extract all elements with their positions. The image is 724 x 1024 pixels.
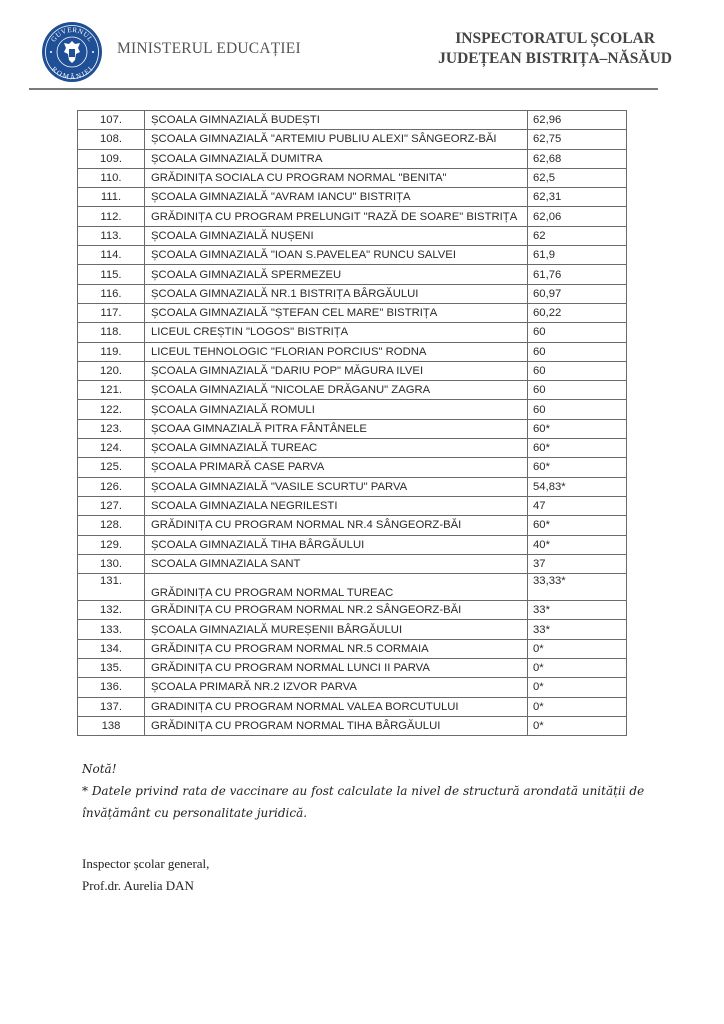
- school-name: SCOALA GIMNAZIALA SANT: [145, 554, 528, 573]
- vaccination-rate: 60: [528, 381, 627, 400]
- school-name: GRĂDINIȚA CU PROGRAM NORMAL TIHA BÂRGĂULUI: [145, 716, 528, 735]
- school-name: LICEUL TEHNOLOGIC "FLORIAN PORCIUS" RODNA: [145, 342, 528, 361]
- table-row: [78, 188, 627, 207]
- school-name: GRĂDINIȚA CU PROGRAM NORMAL TUREAC: [145, 574, 528, 601]
- row-number: 119.: [78, 342, 145, 361]
- vaccination-rate: 0*: [528, 659, 627, 678]
- school-name: ȘCOALA GIMNAZIALĂ "ARTEMIU PUBLIU ALEXI" SÂNGEORZ-BĂI: [145, 130, 528, 149]
- letterhead: [0, 0, 724, 92]
- row-number: 108.: [78, 130, 145, 149]
- vaccination-rate: 0*: [528, 678, 627, 697]
- row-number: 130.: [78, 554, 145, 573]
- row-number: 112.: [78, 207, 145, 226]
- school-name: ȘCOALA GIMNAZIALĂ "ȘTEFAN CEL MARE" BISTRIȚA: [145, 303, 528, 322]
- vaccination-rate: 62,75: [528, 130, 627, 149]
- table-row: [78, 361, 627, 380]
- note-line-2: învățământ cu personalitate juridică.: [82, 806, 308, 820]
- school-name: ȘCOALA GIMNAZIALĂ "DARIU POP" MĂGURA ILVEI: [145, 361, 528, 380]
- row-number: 117.: [78, 303, 145, 322]
- school-name: ȘCOALA GIMNAZIALĂ TIHA BÂRGĂULUI: [145, 535, 528, 554]
- school-name: ȘCOALA GIMNAZIALĂ BUDEȘTI: [145, 111, 528, 130]
- school-name: ȘCOALA GIMNAZIALĂ "NICOLAE DRĂGANU" ZAGRA: [145, 381, 528, 400]
- table-row: [78, 284, 627, 303]
- ministry-name: MINISTERUL EDUCAȚIEI: [117, 40, 301, 57]
- school-name: ȘCOALA GIMNAZIALĂ TUREAC: [145, 439, 528, 458]
- vaccination-rate: 0*: [528, 697, 627, 716]
- table-row: [78, 265, 627, 284]
- row-number: 107.: [78, 111, 145, 130]
- row-number: 137.: [78, 697, 145, 716]
- school-name: ȘCOALA GIMNAZIALĂ NR.1 BISTRIȚA BÂRGĂULUI: [145, 284, 528, 303]
- vaccination-rate: 0*: [528, 639, 627, 658]
- table-row: [78, 130, 627, 149]
- vaccination-rate-table: [77, 110, 627, 736]
- svg-text:GUVERNUL: GUVERNUL: [49, 25, 95, 44]
- note-line-1: * Datele privind rata de vaccinare au fost calculate la nivel de structură arondată unității de: [82, 784, 645, 798]
- table-row: [78, 716, 627, 735]
- table-row: [78, 535, 627, 554]
- vaccination-rate: 37: [528, 554, 627, 573]
- table-row: [78, 601, 627, 620]
- row-number: 118.: [78, 323, 145, 342]
- table-row: [78, 168, 627, 187]
- vaccination-rate: 60: [528, 323, 627, 342]
- school-name: ȘCOAA GIMNAZIALĂ PITRA FÂNTÂNELE: [145, 419, 528, 438]
- header-divider: [29, 88, 658, 90]
- signatory-name: Prof.dr. Aurelia DAN: [82, 878, 194, 893]
- row-number: 133.: [78, 620, 145, 639]
- vaccination-rate: 54,83*: [528, 477, 627, 496]
- school-name: ȘCOALA GIMNAZIALĂ MUREȘENII BÂRGĂULUI: [145, 620, 528, 639]
- table-row: [78, 574, 627, 601]
- school-name: GRĂDINIȚA CU PROGRAM PRELUNGIT "RAZĂ DE SOARE" BISTRIȚA: [145, 207, 528, 226]
- school-name: ȘCOALA GIMNAZIALĂ NUȘENI: [145, 226, 528, 245]
- row-number: 121.: [78, 381, 145, 400]
- vaccination-rate: 60: [528, 400, 627, 419]
- row-number: 126.: [78, 477, 145, 496]
- vaccination-rate: 62,96: [528, 111, 627, 130]
- vaccination-rate: 47: [528, 496, 627, 515]
- row-number: 138: [78, 716, 145, 735]
- table-row: [78, 149, 627, 168]
- school-name: GRADINIȚA CU PROGRAM NORMAL VALEA BORCUTULUI: [145, 697, 528, 716]
- row-number: 114.: [78, 246, 145, 265]
- inspectorate-line-1: INSPECTORATUL ȘCOLAR: [455, 30, 655, 47]
- table-row: [78, 697, 627, 716]
- table-row: [78, 381, 627, 400]
- school-name: GRĂDINIȚA CU PROGRAM NORMAL NR.5 CORMAIA: [145, 639, 528, 658]
- vaccination-rate: 60: [528, 342, 627, 361]
- vaccination-rate: 62,68: [528, 149, 627, 168]
- row-number: 120.: [78, 361, 145, 380]
- school-name: LICEUL CREȘTIN "LOGOS" BISTRIȚA: [145, 323, 528, 342]
- vaccination-rate: 61,76: [528, 265, 627, 284]
- vaccination-rate: 33*: [528, 601, 627, 620]
- table-row: [78, 639, 627, 658]
- vaccination-rate: 33*: [528, 620, 627, 639]
- row-number: 109.: [78, 149, 145, 168]
- table-row: [78, 458, 627, 477]
- row-number: 131.: [78, 574, 145, 601]
- row-number: 124.: [78, 439, 145, 458]
- school-name: ȘCOALA GIMNAZIALĂ "IOAN S.PAVELEA" RUNCU SALVEI: [145, 246, 528, 265]
- signature-block: [82, 853, 209, 897]
- school-name: ȘCOALA GIMNAZIALĂ "AVRAM IANCU" BISTRIȚA: [145, 188, 528, 207]
- inspectorate-name: [438, 29, 672, 69]
- table-row: [78, 620, 627, 639]
- table-row: [78, 477, 627, 496]
- svg-text:ROMÂNIEI: ROMÂNIEI: [49, 65, 95, 82]
- table-row: [78, 419, 627, 438]
- row-number: 116.: [78, 284, 145, 303]
- school-name: GRĂDINIȚA CU PROGRAM NORMAL LUNCI II PARVA: [145, 659, 528, 678]
- table-row: [78, 246, 627, 265]
- row-number: 113.: [78, 226, 145, 245]
- table-row: [78, 496, 627, 515]
- table-row: [78, 303, 627, 322]
- row-number: 135.: [78, 659, 145, 678]
- table-row: [78, 554, 627, 573]
- footnote: [82, 758, 662, 824]
- table-row: [78, 226, 627, 245]
- row-number: 123.: [78, 419, 145, 438]
- row-number: 129.: [78, 535, 145, 554]
- school-name: ȘCOALA PRIMARĂ NR.2 IZVOR PARVA: [145, 678, 528, 697]
- table-row: [78, 207, 627, 226]
- signatory-role: Inspector școlar general,: [82, 856, 210, 871]
- school-name: GRĂDINIȚA CU PROGRAM NORMAL NR.4 SÂNGEORZ-BĂI: [145, 516, 528, 535]
- row-number: 127.: [78, 496, 145, 515]
- vaccination-rate: 62: [528, 226, 627, 245]
- row-number: 110.: [78, 168, 145, 187]
- vaccination-rate: 40*: [528, 535, 627, 554]
- vaccination-rate: 60*: [528, 458, 627, 477]
- school-name: ȘCOALA GIMNAZIALĂ ROMULI: [145, 400, 528, 419]
- table-row: [78, 659, 627, 678]
- vaccination-rate: 60*: [528, 419, 627, 438]
- row-number: 125.: [78, 458, 145, 477]
- vaccination-rate: 60*: [528, 516, 627, 535]
- vaccination-rate: 60,22: [528, 303, 627, 322]
- vaccination-rate: 61,9: [528, 246, 627, 265]
- row-number: 134.: [78, 639, 145, 658]
- vaccination-rate: 33,33*: [528, 574, 627, 601]
- table-row: [78, 323, 627, 342]
- school-name: GRĂDINIȚA SOCIALA CU PROGRAM NORMAL "BENITA": [145, 168, 528, 187]
- vaccination-rate: 62,5: [528, 168, 627, 187]
- school-name: ȘCOALA PRIMARĂ CASE PARVA: [145, 458, 528, 477]
- vaccination-rate: 62,06: [528, 207, 627, 226]
- table-row: [78, 678, 627, 697]
- school-name: ȘCOALA GIMNAZIALĂ "VASILE SCURTU" PARVA: [145, 477, 528, 496]
- table-row: [78, 400, 627, 419]
- vaccination-rate: 60*: [528, 439, 627, 458]
- romanian-government-seal-icon: [42, 22, 102, 82]
- row-number: 136.: [78, 678, 145, 697]
- inspectorate-line-2: JUDEȚEAN BISTRIȚA–NĂSĂUD: [438, 50, 672, 67]
- vaccination-rate: 60: [528, 361, 627, 380]
- table-row: [78, 111, 627, 130]
- school-name: ȘCOALA GIMNAZIALĂ SPERMEZEU: [145, 265, 528, 284]
- vaccination-rate: 0*: [528, 716, 627, 735]
- table-row: [78, 342, 627, 361]
- vaccination-rate: 60,97: [528, 284, 627, 303]
- school-name: ȘCOALA GIMNAZIALĂ DUMITRA: [145, 149, 528, 168]
- vaccination-rate: 62,31: [528, 188, 627, 207]
- row-number: 115.: [78, 265, 145, 284]
- table-row: [78, 516, 627, 535]
- row-number: 111.: [78, 188, 145, 207]
- school-name: GRĂDINIȚA CU PROGRAM NORMAL NR.2 SÂNGEORZ-BĂI: [145, 601, 528, 620]
- table-row: [78, 439, 627, 458]
- note-title: Notă!: [82, 762, 117, 776]
- school-name: SCOALA GIMNAZIALA NEGRILESTI: [145, 496, 528, 515]
- row-number: 128.: [78, 516, 145, 535]
- row-number: 132.: [78, 601, 145, 620]
- row-number: 122.: [78, 400, 145, 419]
